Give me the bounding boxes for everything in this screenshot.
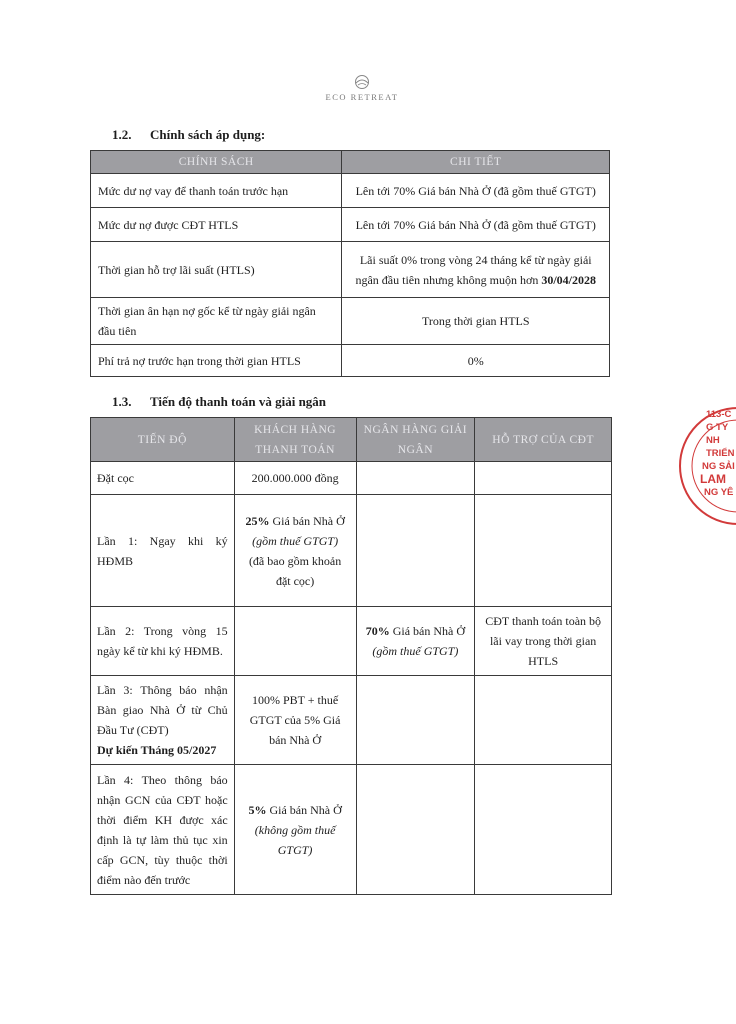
support-cell: CĐT thanh toán toàn bộ lãi vay trong thời gian HTLS [475,607,612,676]
policy-cell: Mức dư nợ vay để thanh toán trước hạn [91,174,342,208]
policy-table [90,150,610,377]
expected-date: Dự kiến Tháng 05/2027 [97,743,217,757]
price-label: Giá bán Nhà Ở [392,624,466,638]
policy-cell: Thời gian ân hạn nợ gốc kể từ ngày giải ngân đầu tiên [91,298,342,345]
header-stage: TIẾN ĐỘ [91,418,235,462]
percent-value: 5% [248,802,267,817]
section-title: Tiến độ thanh toán và giải ngân [150,394,327,409]
stamp-text [700,408,735,499]
tax-note: (gồm thuế GTGT) [252,533,339,548]
stamp-line: G TY [706,422,729,433]
stamp-line: NG SẢI [702,461,735,472]
header-developer-support: HỖ TRỢ CỦA CĐT [475,418,612,462]
table-row [91,242,610,298]
stage-cell [91,676,235,765]
stage-cell: Lần 2: Trong vòng 15 ngày kể từ khi ký HĐMB. [91,607,235,676]
bank-cell [356,462,475,495]
stage-cell: Lần 1: Ngay khi ký HĐMB [91,495,235,607]
header-policy: CHÍNH SÁCH [91,151,342,174]
bank-cell [356,495,475,607]
support-cell [475,495,612,607]
table-row [91,345,610,377]
detail-cell: Trong thời gian HTLS [342,298,610,345]
company-stamp [676,402,736,530]
table-row [91,607,612,676]
deposit-note: (đã bao gồm khoản đặt cọc) [248,553,342,588]
header-customer-payment: KHÁCH HÀNG THANH TOÁN [234,418,356,462]
stamp-line: NG YÊ [704,487,734,498]
stage-cell: Lần 4: Theo thông báo nhận GCN của CĐT hoặc thời điểm KH được xác định là tự làm thủ tục xin cấp GCN, tùy thuộc thời điểm nào đến trước [91,765,235,895]
stamp-line: TRIỂN [706,448,735,459]
detail-cell: Lên tới 70% Giá bán Nhà Ở (đã gồm thuế GTGT) [342,174,610,208]
stamp-line: NH [706,435,720,446]
payment-schedule-table [90,417,612,895]
section-number: 1.3. [112,394,132,409]
section-number: 1.2. [112,127,132,142]
policy-cell: Thời gian hỗ trợ lãi suất (HTLS) [91,242,342,298]
policy-cell: Phí trả nợ trước hạn trong thời gian HTLS [91,345,342,377]
support-cell [475,765,612,895]
support-cell [475,462,612,495]
customer-cell [234,607,356,676]
table-row [91,462,612,495]
table-header-row [91,151,610,174]
section-1-3-heading [112,394,326,410]
stamp-line: 113-C [706,409,732,420]
detail-cell: 0% [342,345,610,377]
table-row [91,676,612,765]
stamp-line: LAM [700,472,726,486]
bank-cell [356,607,475,676]
eco-retreat-logo-icon [353,74,371,90]
detail-cell: Lên tới 70% Giá bán Nhà Ở (đã gồm thuế GTGT) [342,208,610,242]
customer-cell: 200.000.000 đồng [234,462,356,495]
support-cell [475,676,612,765]
table-row [91,765,612,895]
percent-value: 70% [365,624,390,638]
header-detail: CHI TIẾT [342,151,610,174]
table-row [91,298,610,345]
stage-cell: Đặt cọc [91,462,235,495]
bank-cell [356,765,475,895]
logo [0,74,724,102]
customer-cell: 100% PBT + thuế GTGT của 5% Giá bán Nhà Ở [234,676,356,765]
section-1-2-heading [112,127,265,143]
section-title: Chính sách áp dụng: [150,127,266,142]
customer-cell [234,495,356,607]
table-row [91,208,610,242]
policy-cell: Mức dư nợ được CĐT HTLS [91,208,342,242]
logo-text: ECO RETREAT [325,92,399,102]
tax-note: (không gồm thuế GTGT) [254,822,336,857]
price-label: Giá bán Nhà Ở [269,802,342,817]
table-row [91,495,612,607]
header-bank-disbursement: NGÂN HÀNG GIẢI NGÂN [356,418,475,462]
stage-text: Lần 3: Thông báo nhận Bàn giao Nhà Ở từ Chủ Đầu Tư (CĐT) [97,683,228,737]
tax-note: (gồm thuế GTGT) [372,644,459,658]
detail-cell [342,242,610,298]
price-label: Giá bán Nhà Ở [272,513,345,528]
detail-text: Lãi suất 0% trong vòng 24 tháng kể từ ngày giải ngân đầu tiên nhưng không muộn hơn [355,252,592,287]
table-row [91,174,610,208]
percent-value: 25% [245,513,270,528]
deadline-date: 30/04/2028 [541,272,596,287]
table-header-row [91,418,612,462]
bank-cell [356,676,475,765]
customer-cell [234,765,356,895]
